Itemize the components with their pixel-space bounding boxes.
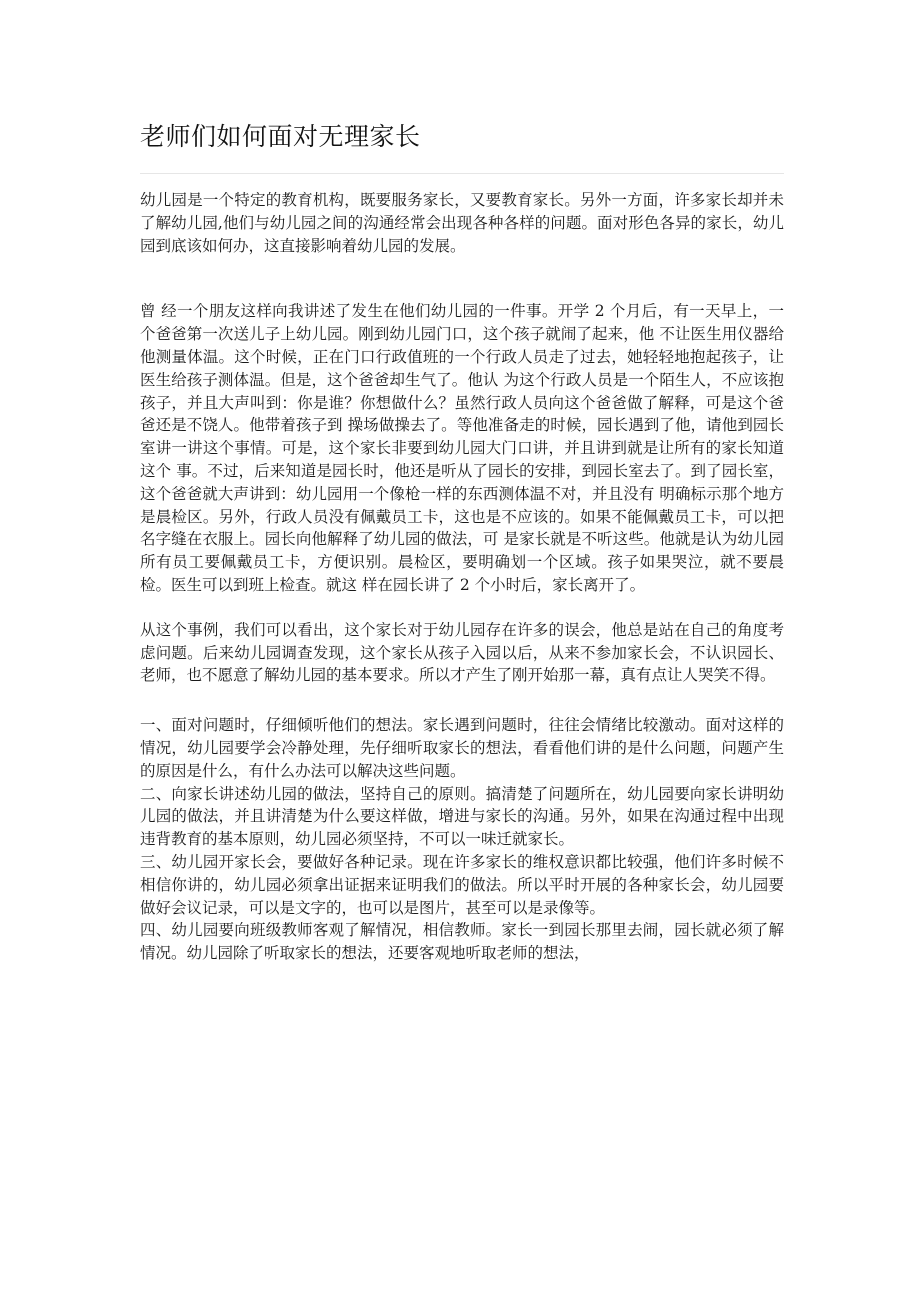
point-paragraph-4: 四、幼儿园要向班级教师客观了解情况，相信教师。家长一到园长那里去闹，园长就必须了解情况。幼儿园除了听取家长的想法，还要客观地听取老师的想法， [140,921,784,963]
point-paragraph-2: 二、向家长讲述幼儿园的做法，坚持自己的原则。搞清楚了问题所在，幼儿园要向家长讲明幼儿园的做法，并且讲清楚为什么要这样做，增进与家长的沟通。另外，如果在沟通过程中出现违背教育的基本原则，幼儿园必须坚持，不可以一味迁就家长。 [140,784,784,849]
paragraph-spacer [140,687,784,714]
point-paragraph-1: 一、面对问题时，仔细倾听他们的想法。家长遇到问题时，往往会情绪比较激动。面对这样的情况，幼儿园要学会冷静处理，先仔细听取家长的想法，看看他们讲的是什么问题，问题产生的原因是什么，有什么办法可以解决这些问题。 [140,716,784,780]
document-title: 老师们如何面对无理家长 [140,122,421,151]
analysis-paragraph: 从这个事例，我们可以看出，这个家长对于幼儿园存在许多的误会，他总是站在自己的角度考虑问题。后来幼儿园调查发现，这个家长从孩子入园以后，从来不参加家长会，不认识园长、老师，也不愿意了解幼儿园的基本要求。所以才产生了刚开始那一幕，真有点让人哭笑不得。 [140,620,784,685]
paragraph-spacer [140,257,784,300]
paragraph-spacer [140,597,784,619]
intro-paragraph: 幼儿园是一个特定的教育机构，既要服务家长，又要教育家长。另外一方面，许多家长却并未了解幼儿园,他们与幼儿园之间的沟通经常会出现各种各样的问题。面对形色各异的家长，幼儿园到底该如何办，这直接影响着幼儿园的发展。 [140,191,784,255]
point-paragraph-3: 三、幼儿园开家长会，要做好各种记录。现在许多家长的维权意识都比较强，他们许多时候不相信你讲的，幼儿园必须拿出证据来证明我们的做法。所以平时开展的各种家长会，幼儿园要做好会议记录，可以是文字的，也可以是图片，甚至可以是录像等。 [140,852,784,917]
story-paragraph: 曾 经一个朋友这样向我讲述了发生在他们幼儿园的一件事。开学 2 个月后，有一天早上，一个爸爸第一次送儿子上幼儿园。刚到幼儿园门口，这个孩子就闹了起来，他 不让医生用仪器给他测量体温。这个时候，正在门口行政值班的一个行政人员走了过去，她轻轻地抱起孩子，让医生给孩子测体温。但是，这个爸爸却生气了。他认 为这个行政人员是一个陌生人，不应该抱孩子，并且大声叫到：你是谁？你想做什么？虽然行政人员向这个爸爸做了解释，可是这个爸爸还是不饶人。他带着孩子到 操场做操去了。等他准备走的时候，园长遇到了他，请他到园长室讲一讲这个事情。可是，这个家长非要到幼儿园大门口讲，并且讲到就是让所有的家长知道这个 事。不过，后来知道是园长时，他还是听从了园长的安排，到园长室去了。到了园长室，这个爸爸就大声讲到：幼儿园用一个像枪一样的东西测体温不对，并且没有 明确标示那个地方是晨检区。另外，行政人员没有佩戴员工卡，这也是不应该的。如果不能佩戴员工卡，可以把名字缝在衣服上。园长向他解释了幼儿园的做法，可 是家长就是不听这些。他就是认为幼儿园所有员工要佩戴员工卡，方便识别。晨检区，要明确划一个区域。孩子如果哭泣，就不要晨检。医生可以到班上检查。就这 样在园长讲了 2 个小时后，家长离开了。 [140,302,784,594]
title-divider [140,173,784,174]
document-body [140,189,784,965]
